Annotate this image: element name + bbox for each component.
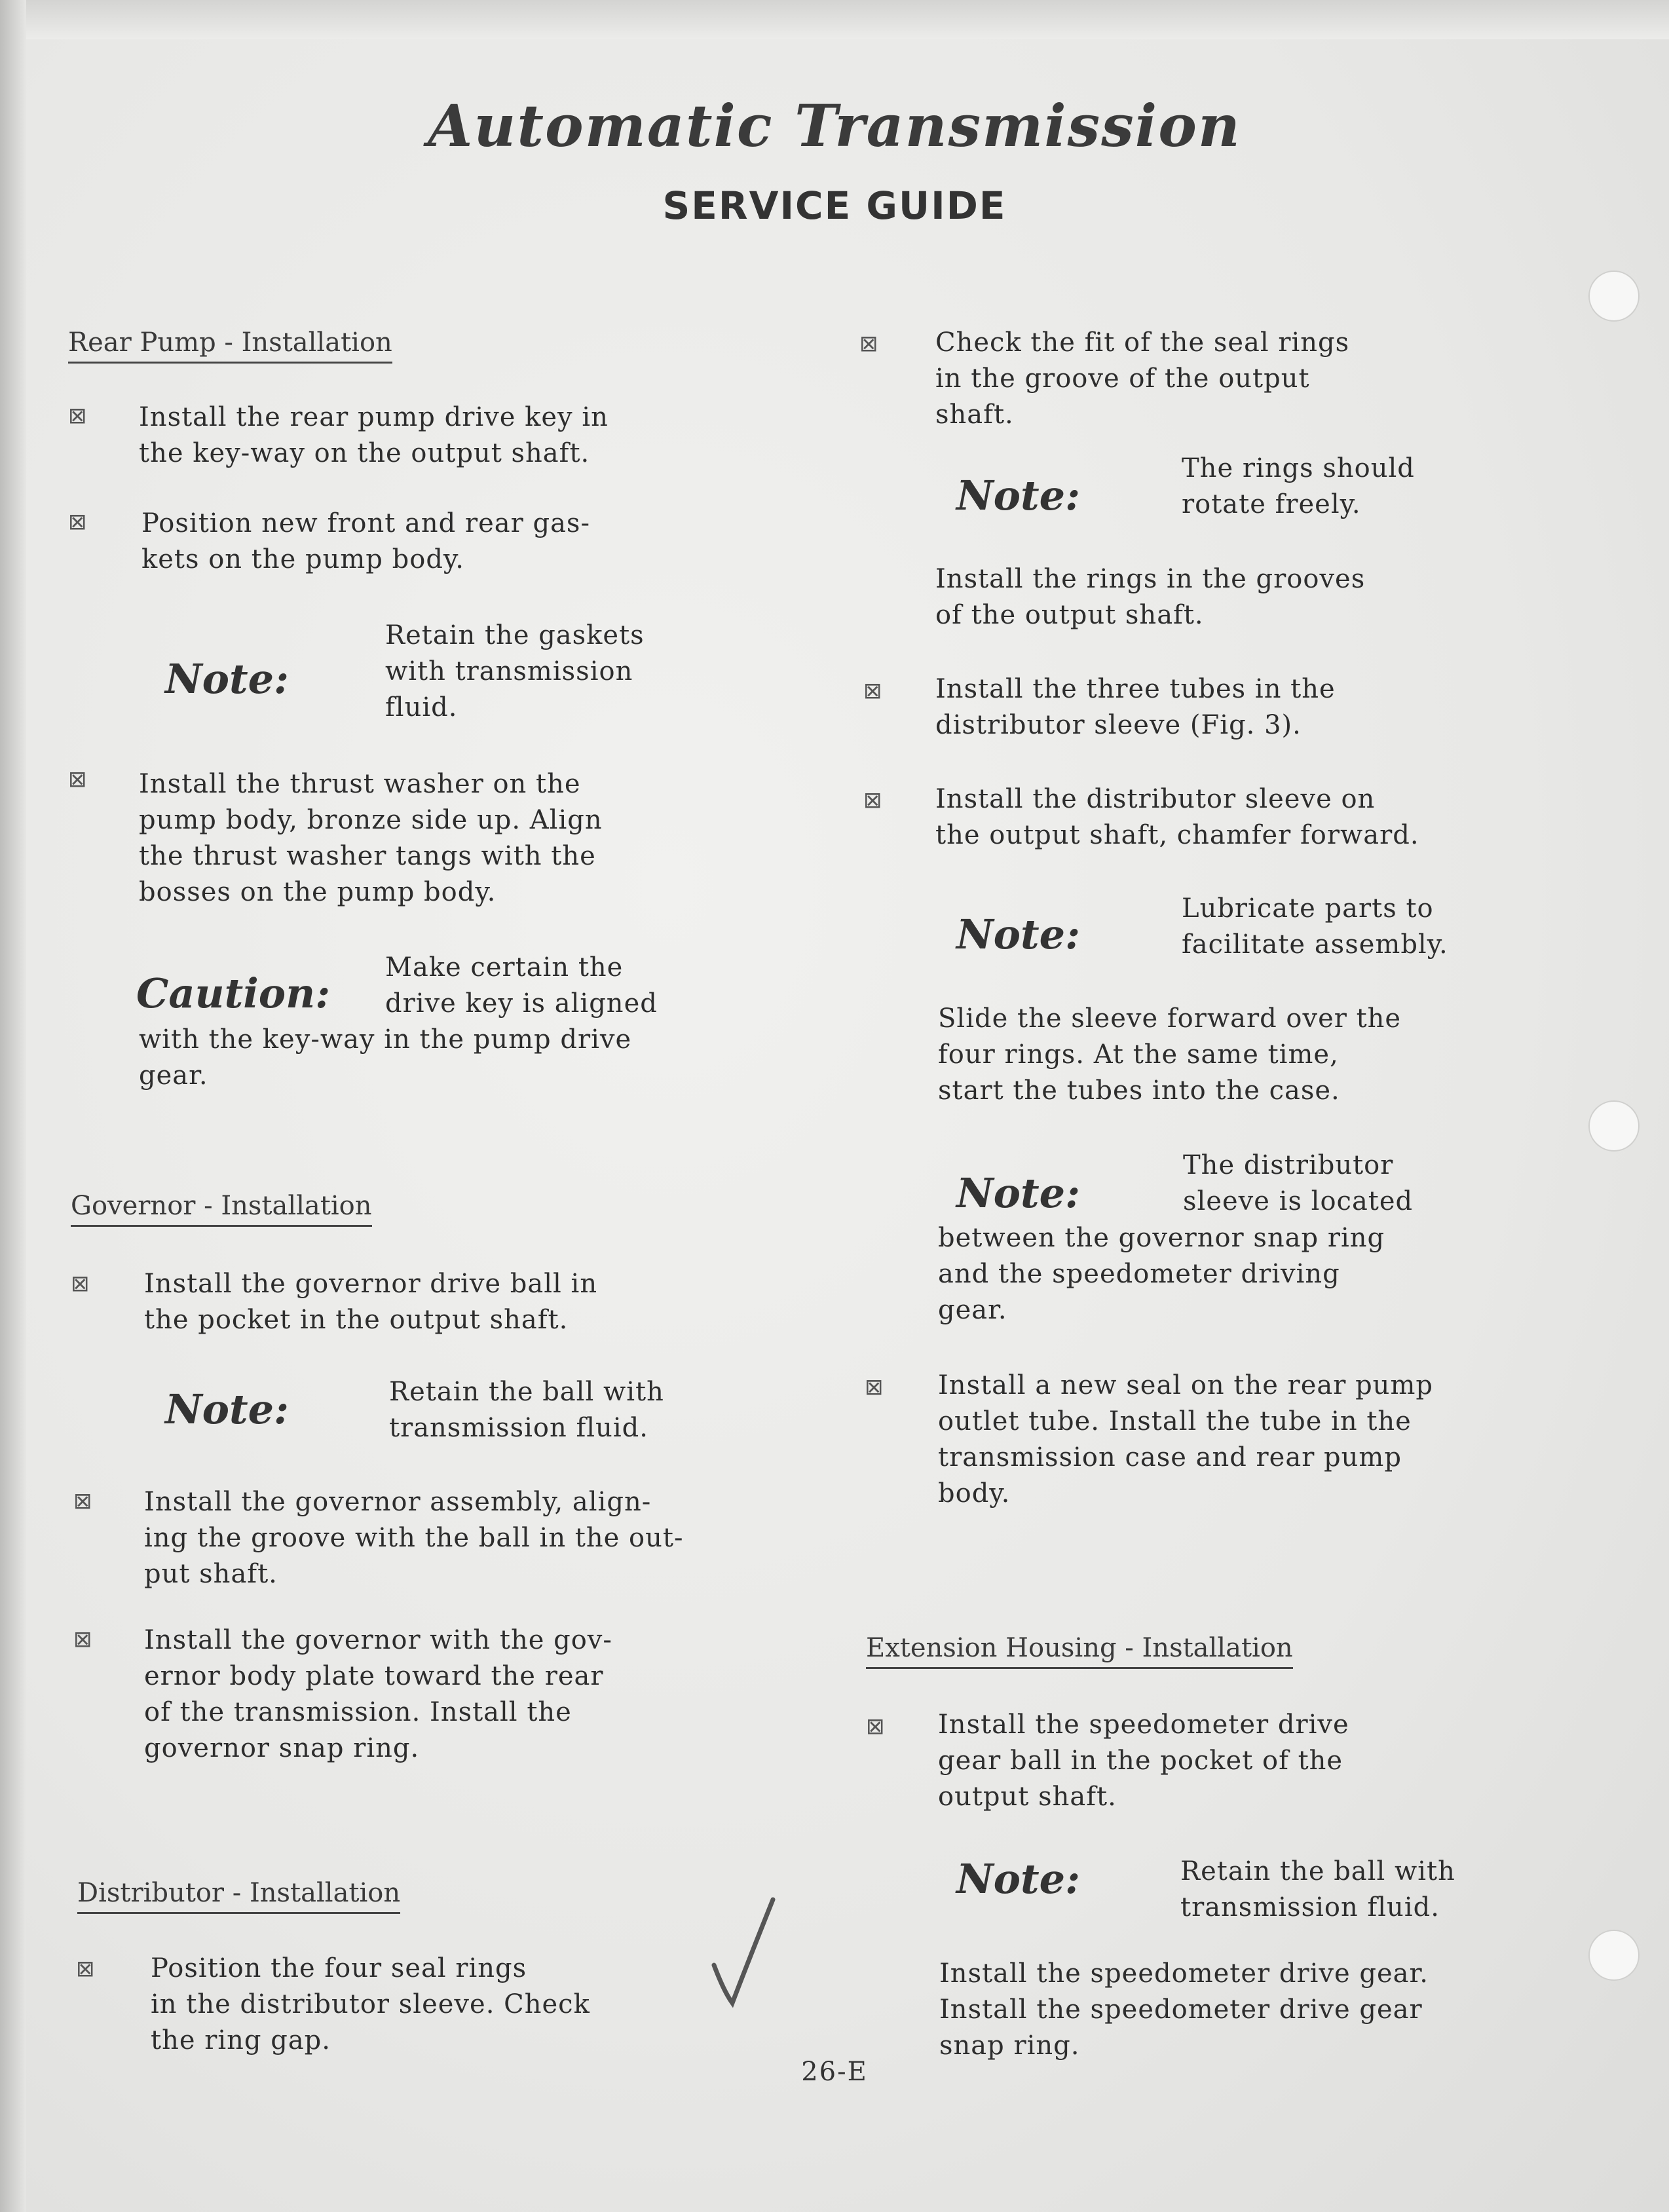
page-subtitle: SERVICE GUIDE [662, 183, 1007, 228]
note-label: Note: [165, 1385, 289, 1433]
checkbox-icon: ⊠ [863, 787, 882, 814]
checkbox-icon: ⊠ [863, 678, 882, 704]
page-title: Automatic Transmission [428, 92, 1241, 160]
right-para1: Install the rings in the grooves of the output shaft. [935, 564, 1366, 630]
extension-step1: Install the speedometer drive gear ball in the pocket of the output shaft. [938, 1710, 1349, 1812]
checkbox-icon: ⊠ [68, 509, 87, 535]
checkmark-icon [707, 1893, 779, 2011]
right-step3: Install the distributor sleeve on the output shaft, chamfer forward. [935, 784, 1419, 850]
checkbox-icon: ⊠ [73, 1626, 92, 1653]
right-para2: Slide the sleeve forward over the four rings. At the same time, start the tubes into the case. [938, 1003, 1402, 1106]
governor-step3: Install the governor with the gov- ernor body plate toward the rear of the transmission. Install the governor snap ring. [144, 1625, 612, 1763]
extension-para: Install the speedometer drive gear. Install the speedometer drive gear snap ring. [939, 1959, 1429, 2061]
checkbox-icon: ⊠ [73, 1488, 92, 1514]
right-step4: Install a new seal on the rear pump outlet tube. Install the tube in the transmission case and rear pump body. [938, 1370, 1433, 1509]
caution-text-continued: with the key-way in the pump drive gear. [139, 1024, 632, 1091]
right-note1: The rings should rotate freely. [1182, 453, 1415, 519]
rear-pump-step3: Install the thrust washer on the pump body, bronze side up. Align the thrust washer tangs with the bosses on the pump body. [139, 769, 603, 907]
caution-text: Make certain the drive key is aligned [385, 952, 658, 1019]
right-note3: The distributor sleeve is located [1183, 1150, 1414, 1216]
distributor-step1: Position the four seal rings in the distributor sleeve. Check the ring gap. [151, 1953, 590, 2055]
right-step1: Check the fit of the seal rings in the groove of the output shaft. [935, 328, 1350, 430]
checkbox-icon: ⊠ [865, 1374, 884, 1400]
checkbox-icon: ⊠ [71, 1271, 90, 1297]
punch-hole-top [1588, 271, 1640, 322]
checkbox-icon: ⊠ [68, 766, 87, 793]
note-label: Note: [956, 472, 1080, 519]
note-label: Note: [956, 910, 1080, 958]
governor-step1: Install the governor drive ball in the pocket in the output shaft. [144, 1269, 598, 1335]
note-label: Note: [956, 1169, 1080, 1217]
punch-hole-bottom [1588, 1930, 1640, 1981]
right-note3-continued: between the governor snap ring and the speedometer driving gear. [938, 1223, 1385, 1325]
governor-step2: Install the governor assembly, align- ing the groove with the ball in the out- put shaft. [144, 1487, 684, 1589]
checkbox-icon: ⊠ [68, 403, 87, 429]
rear-pump-step2: Position new front and rear gas- kets on the pump body. [141, 508, 590, 574]
note-label: Note: [165, 655, 289, 703]
governor-note: Retain the ball with transmission fluid. [389, 1377, 664, 1443]
rear-pump-note: Retain the gaskets with transmission fluid. [385, 620, 645, 722]
caution-label: Caution: [136, 969, 331, 1017]
page-number: 26-E [801, 2057, 868, 2087]
right-note2: Lubricate parts to facilitate assembly. [1182, 893, 1448, 960]
heading-extension-housing: Extension Housing - Installation [866, 1633, 1293, 1669]
heading-rear-pump: Rear Pump - Installation [68, 328, 392, 364]
heading-governor: Governor - Installation [71, 1191, 372, 1227]
checkbox-icon: ⊠ [859, 331, 878, 357]
extension-note: Retain the ball with transmission fluid. [1180, 1856, 1455, 1922]
checkbox-icon: ⊠ [76, 1956, 95, 1982]
scan-top-edge [0, 0, 1669, 39]
right-step2: Install the three tubes in the distributor sleeve (Fig. 3). [935, 674, 1336, 740]
punch-hole-middle [1588, 1100, 1640, 1152]
note-label: Note: [956, 1855, 1080, 1903]
checkbox-icon: ⊠ [866, 1714, 885, 1740]
heading-distributor: Distributor - Installation [77, 1878, 400, 1914]
scan-left-edge [0, 0, 26, 2212]
rear-pump-step1: Install the rear pump drive key in the key-way on the output shaft. [139, 402, 609, 468]
